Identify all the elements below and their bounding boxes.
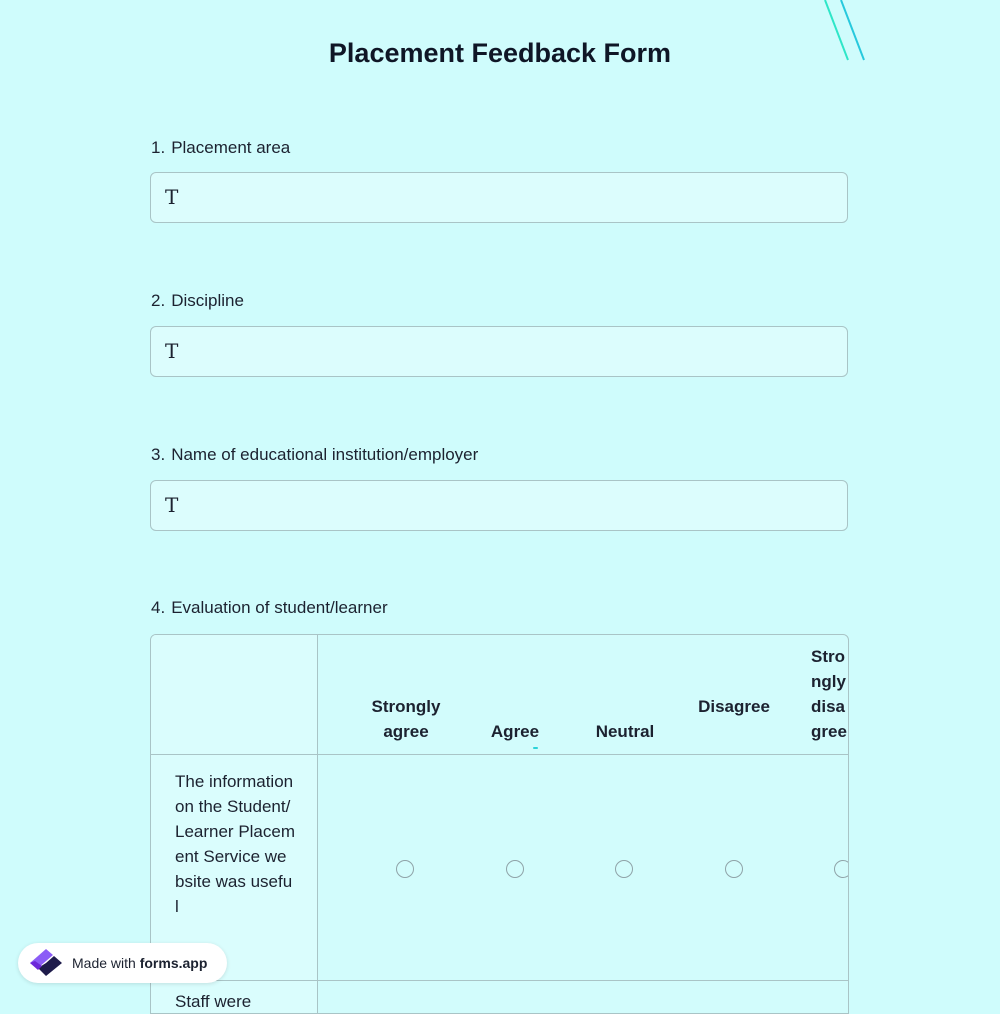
placement-area-input[interactable]: [195, 173, 839, 224]
row-label-staff: Staff were: [175, 992, 252, 1011]
radio-agree[interactable]: [506, 860, 524, 878]
made-with-badge[interactable]: [18, 943, 227, 983]
badge-made-with-text: Made with: [72, 955, 136, 971]
column-strongly-disagree: Strongly disagree: [811, 647, 847, 741]
question-2-label: 2. Discipline: [151, 291, 244, 310]
radio-strongly-agree[interactable]: [396, 860, 414, 878]
column-agree: Agree: [490, 722, 540, 741]
question-3-label: 3. Name of educational institution/employer: [151, 445, 479, 464]
evaluation-matrix: [150, 634, 849, 1014]
institution-input[interactable]: [195, 481, 839, 532]
matrix-row-divider: [151, 980, 848, 981]
question-1-label: 1. Placement area: [151, 138, 291, 157]
radio-disagree[interactable]: [725, 860, 743, 878]
row-label-website-useful: The information on the Student/Learner Placement Service website was useful: [175, 772, 296, 916]
column-strongly-agree: Strongly agree: [371, 697, 441, 741]
radio-strongly-disagree[interactable]: [834, 860, 849, 878]
matrix-header-divider: [151, 754, 848, 755]
column-disagree: Disagree: [698, 697, 770, 716]
text-type-icon: T: [165, 493, 179, 517]
text-type-icon: T: [165, 185, 179, 209]
agree-accent-mark: [533, 747, 538, 749]
discipline-field[interactable]: [150, 326, 848, 377]
page-title: Placement Feedback Form: [328, 38, 672, 68]
institution-field[interactable]: [150, 480, 848, 531]
column-neutral: Neutral: [595, 722, 655, 741]
discipline-input[interactable]: [195, 327, 839, 378]
placement-area-field[interactable]: [150, 172, 848, 223]
forms-app-logo-icon: [26, 946, 66, 980]
radio-neutral[interactable]: [615, 860, 633, 878]
text-type-icon: T: [165, 339, 179, 363]
badge-brand-text: forms.app: [139, 955, 208, 971]
question-4-label: 4. Evaluation of student/learner: [151, 598, 388, 617]
